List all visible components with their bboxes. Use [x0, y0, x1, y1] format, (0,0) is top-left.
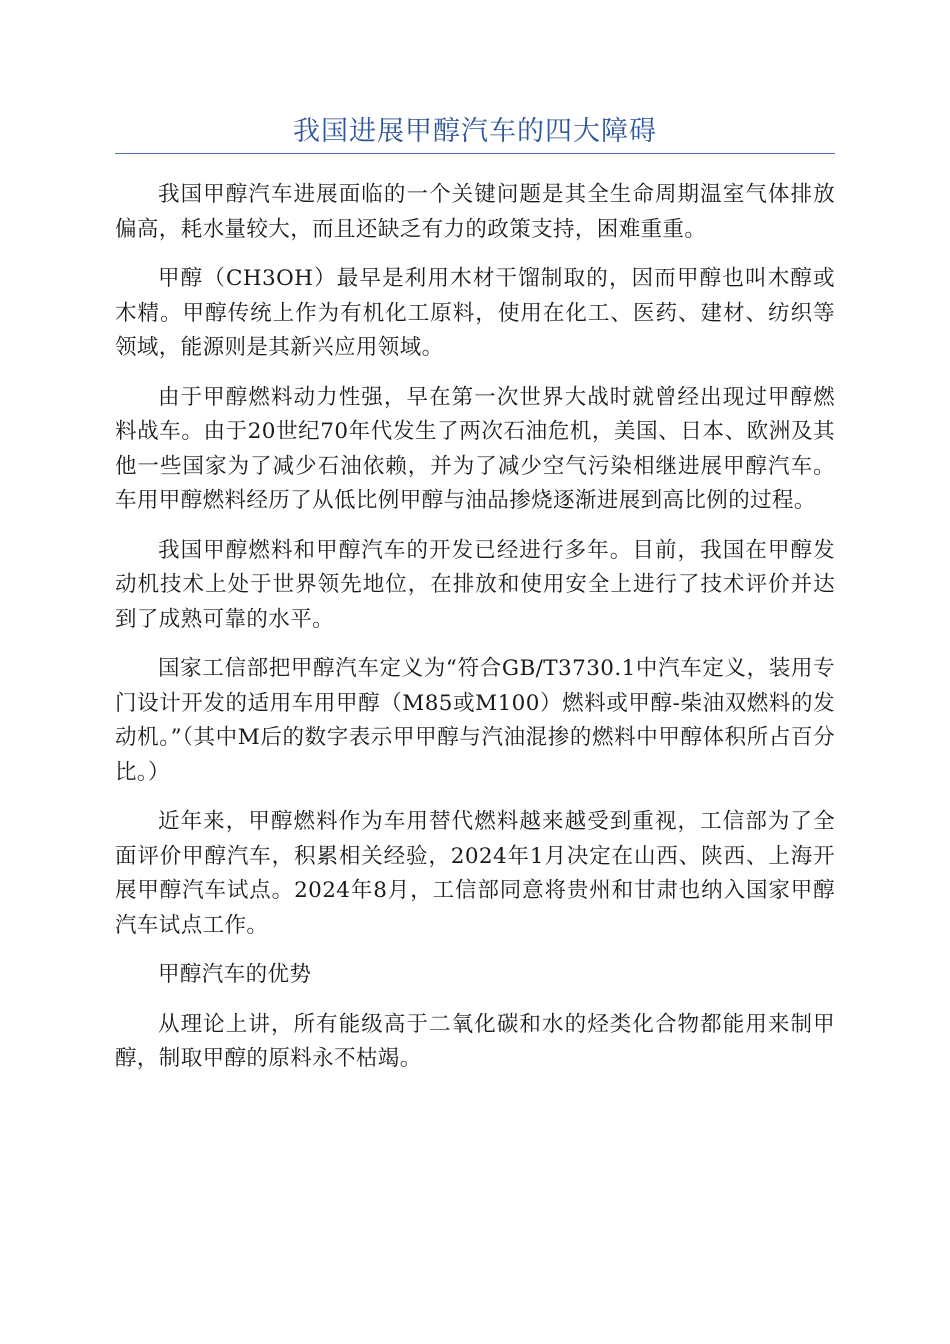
paragraph: 近年来，甲醇燃料作为车用替代燃料越来越受到重视，工信部为了全面评价甲醇汽车，积累相关经验，2024年1月决定在山西、陕西、上海开展甲醇汽车试点。2024年8月，工信部同意将贵州和甘肃也纳入国家甲醇汽车试点工作。 — [115, 809, 835, 938]
paragraph: 我国甲醇燃料和甲醇汽车的开发已经进行多年。目前，我国在甲醇发动机技术上处于世界领先地位，在排放和使用安全上进行了技术评价并达到了成熟可靠的水平。 — [115, 537, 835, 632]
document-title: 我国进展甲醇汽车的四大障碍 — [293, 116, 657, 147]
section-heading: 甲醇汽车的优势 — [158, 962, 312, 987]
paragraph: 甲醇（CH3OH）最早是利用木材干馏制取的，因而甲醇也叫木醇或木精。甲醇传统上作为有机化工原料，使用在化工、医药、建材、纺织等领域，能源则是其新兴应用领域。 — [115, 266, 835, 360]
paragraph: 我国甲醇汽车进展面临的一个关键问题是其全生命周期温室气体排放偏高，耗水量较大，而且还缺乏有力的政策支持，困难重重。 — [115, 182, 835, 242]
document-body — [115, 178, 835, 1092]
paragraph: 从理论上讲，所有能级高于二氧化碳和水的烃类化合物都能用来制甲醇，制取甲醇的原料永不枯竭。 — [115, 1011, 835, 1071]
paragraph: 由于甲醇燃料动力性强，早在第一次世界大战时就曾经出现过甲醇燃料战车。由于20世纪70年代发生了两次石油危机，美国、日本、欧洲及其他一些国家为了减少石油依赖，并为了减少空气污染相继进展甲醇汽车。车用甲醇燃料经历了从低比例甲醇与油品掺烧逐渐进展到高比例的过程。 — [115, 384, 835, 513]
paragraph: 国家工信部把甲醇汽车定义为“符合GB/T3730.1中汽车定义，装用专门设计开发的适用车用甲醇（M85或M100）燃料或甲醇-柴油双燃料的发动机。”（其中M后的数字表示甲甲醇与汽油混掺的燃料中甲醇体积所占百分比。） — [115, 656, 835, 785]
title-underline — [115, 153, 835, 154]
